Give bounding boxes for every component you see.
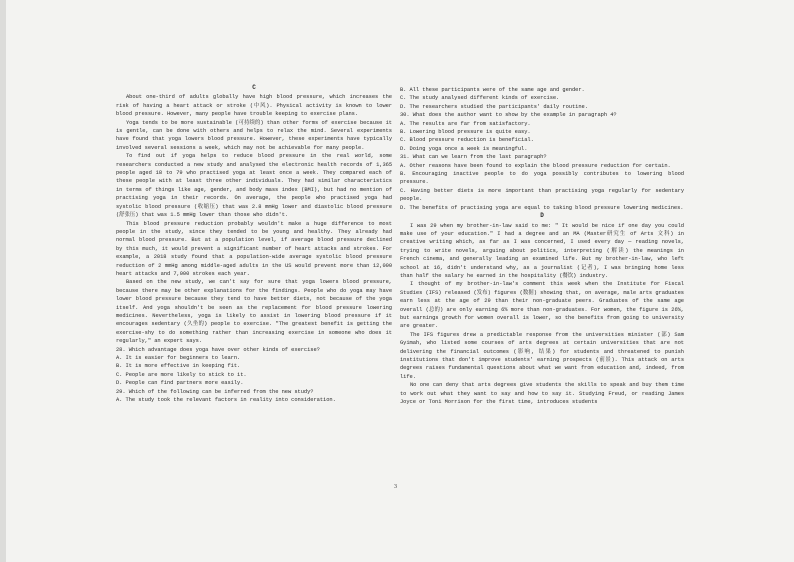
question-30-option-c: C. Blood pressure reduction is beneficial. [400,137,534,144]
question-28-option-b: B. It is more effective in keeping fit. [116,363,241,370]
question-31-option-c: C. Having better diets is more important than practising yoga regularly for sedentary people. [400,187,684,203]
question-31-option-a: A. Other reasons have been found to explain the blood pressure reduction for certain. [400,162,671,169]
question-30-option-d: D. Doing yoga once a week is meaningful. [400,145,528,152]
question-31: 31. What can we learn from the last paragraph? [400,154,547,161]
passage-c-paragraph-5: Based on the new study, we can't say for sure that yoga lowers blood pressure, because there may be other explanations for the findings. People who do yoga may have lower blood pressure because they tend to have better diets, not because of the yoga itself. And yoga shouldn't be seen as the replacement for blood pressure lowering medicines. Nevertheless, yoga is likely to assist in lowering blood pressure if it encourages sedentary (久坐的) people to exercise. "The greatest benefit is getting the exercise-shy to do something rather than increasing exercise in someone who does it regularly," an expert says. [116,279,392,345]
passage-d-paragraph-2: I thought of my brother-in-law's comment this week when the Institute for Fiscal Studies (IFS) released (发布) figures (数据) showing that, on average, male arts graduates earn less at the age of 29 than their non-graduate peers. Graduates of the same age overall (总的) are only earning 6% more than non-graduates. For women, the figure is 26%, but earnings growth for women overall is lower, so the benefits from going to university are greater. [400,281,684,330]
question-28-option-c: C. People are more likely to stick to it. [116,371,247,378]
passage-c-paragraph-2: Yoga tends to be more sustainable (可持续的) than other forms of exercise because it is gentle, can be done with others and helps to relax the mind. Several experiments have found that yoga lowers blood pressure. However, these experiments have typically involved several sessions a week, which may not be achievable for many people. [116,119,392,151]
passage-d-paragraph-1: I was 29 when my brother-in-law said to me: " It would be nice if one day you could make use of your education." I had a degree and an MA (Master研究生 of Arts 文科) in creative writing which, as far as I was concerned, I used every day — reading novels, trying to write novels, arguing about politics, interpreting (解读) the meanings in French cinema, and generally leading an examined life. But my brother-in-law, who left school at 16, didn't understand why, as a journalist (记者), I was bringing home less than half the salary he earned in the hospitality (餐饮) industry. [400,222,684,279]
passage-c-paragraph-3: To find out if yoga helps to reduce blood pressure in the real world, some researchers conducted a new study and analysed the electronic health records of 1,365 people aged 18 to 79 who practised yoga at least once a week. They compared each of these people with at least three other individuals. They had similar characteristics in terms of things like age, gender, and body mass index (BMI), but had no mention of practising yoga in their records. On average, the people who practised yoga had systolic blood pressure (收缩压) that was 2.8 mmHg lower and diastolic blood pressure (舒张压) that was 1.5 mmHg lower than those who didn't. [116,153,392,219]
question-30: 30. What does the author want to show by the example in paragraph 4? [400,112,617,119]
question-29: 29. Which of the following can be inferred from the new study? [116,388,314,395]
right-column [400,86,684,406]
question-31-option-b: B. Encouraging inactive people to do yoga possibly contributes to lowering blood pressure. [400,171,684,186]
passage-c-heading: C [252,84,256,91]
question-28: 28. Which advantage does yoga have over other kinds of exercise? [116,346,320,353]
page-number: 3 [394,484,397,490]
passage-d-paragraph-3: The IFS figures drew a predictable response from the universities minister (部) Sam Gyimah, who listed some courses of arts degrees at certain universities that are not delivering the financial outcomes (影响, 结果) for students and threatened to punish institutions that don't improve students' earning prospects (前景). This attack on arts degrees raises fundamental questions about what we want from education and, indeed, from life. [400,331,684,380]
question-29-option-b: B. All these participants were of the same age and gender. [400,87,585,93]
question-29-option-a: A. The study took the relevant factors in reality into consideration. [116,397,336,404]
left-column [116,84,392,404]
scan-edge [0,0,6,562]
question-28-option-a: A. It is easier for beginners to learn. [116,355,241,361]
question-31-option-d: D. The benefits of practising yoga are equal to taking blood pressure lowering medicines. [400,204,684,211]
passage-c-paragraph-1: About one-third of adults globally have high blood pressure, which increases the risk of having a heart attack or stroke (中风). Physical activity is known to lower blood pressure. However, many people have trouble keeping to exercise plans. [116,94,392,118]
question-30-option-a: A. The results are far from satisfactory. [400,120,531,127]
question-29-option-d: D. The researchers studied the participants' daily routine. [400,103,588,110]
question-29-option-c: C. The study analysed different kinds of exercise. [400,95,560,102]
question-28-option-d: D. People can find partners more easily. [116,380,244,387]
passage-d-paragraph-4: No one can deny that arts degrees give students the skills to speak and buy them time to work out what they want to say and how to say it. Studying Freud, or reading James Joyce or Toni Morrison for the first time, introduces students [400,382,684,406]
passage-c-paragraph-4: This blood pressure reduction probably wouldn't make a huge difference to most people in the study, since they tended to be young and healthy. They already had normal blood pressure. But at a population level, if average blood pressure declined by this much, it would prevent a significant number of heart attacks and strokes. For example, a 2018 study found that a population-wide average systolic blood pressure reduction of 2 mmHg among middle-aged adults in the US would prevent more than 12,000 heart attacks and 7,000 strokes each year. [116,220,392,277]
passage-d-heading: D [540,212,544,220]
question-30-option-b: B. Lowering blood pressure is quite easy. [400,129,531,136]
